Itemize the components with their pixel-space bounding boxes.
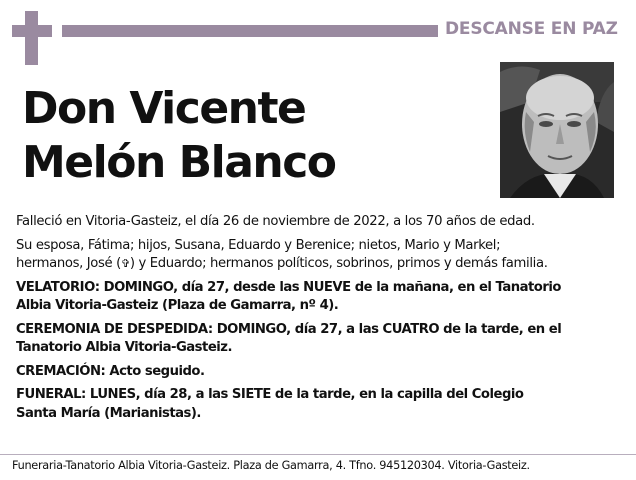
family-paragraph — [16, 237, 622, 274]
ceremonia-line-1: CEREMONIA DE DESPEDIDA: DOMINGO, día 27, a las CUATRO de la tarde, en el — [16, 321, 562, 337]
funeral-line-1: FUNERAL: LUNES, día 28, a las SIETE de la tarde, en la capilla del Colegio — [16, 387, 524, 402]
ceremonia-paragraph — [16, 321, 622, 358]
banner-text: DESCANSE EN PAZ — [445, 19, 618, 39]
footer-rule — [0, 454, 636, 455]
ceremonia-line-2: Tanatorio Albia Vitoria-Gasteiz. — [16, 340, 232, 355]
cremacion-line: CREMACIÓN: Acto seguido. — [16, 363, 205, 379]
deceased-name — [22, 82, 482, 190]
velatorio-line-2: Albia Vitoria-Gasteiz (Plaza de Gamarra, nº 4). — [16, 298, 339, 313]
death-notice-paragraph — [16, 213, 622, 232]
header-rule — [62, 25, 438, 37]
name-line-2: Melón Blanco — [22, 137, 336, 188]
portrait-photo — [500, 62, 614, 198]
funeral-paragraph — [16, 386, 622, 423]
small-cross-icon: ✞ — [120, 257, 130, 270]
family-line-2: hermanos, José (✞) y Eduardo; hermanos políticos, sobrinos, primos y demás familia. — [16, 256, 548, 271]
velatorio-line-1: VELATORIO: DOMINGO, día 27, desde las NUEVE de la mañana, en el Tanatorio — [16, 279, 561, 295]
death-notice-line: Falleció en Vitoria-Gasteiz, el día 26 de noviembre de 2022, a los 70 años de edad. — [16, 214, 535, 229]
name-line-1: Don Vicente — [22, 83, 306, 134]
cremacion-paragraph — [16, 363, 622, 382]
funeral-home-footer: Funeraria-Tanatorio Albia Vitoria-Gasteiz. Plaza de Gamarra, 4. Tfno. 945120304. Vitoria-Gasteiz. — [12, 459, 530, 472]
cross-icon — [12, 11, 52, 65]
family-line-1: Su esposa, Fátima; hijos, Susana, Eduardo y Berenice; nietos, Mario y Markel; — [16, 237, 501, 253]
funeral-line-2: Santa María (Marianistas). — [16, 405, 201, 421]
velatorio-paragraph — [16, 279, 622, 316]
notice-body — [16, 213, 622, 428]
